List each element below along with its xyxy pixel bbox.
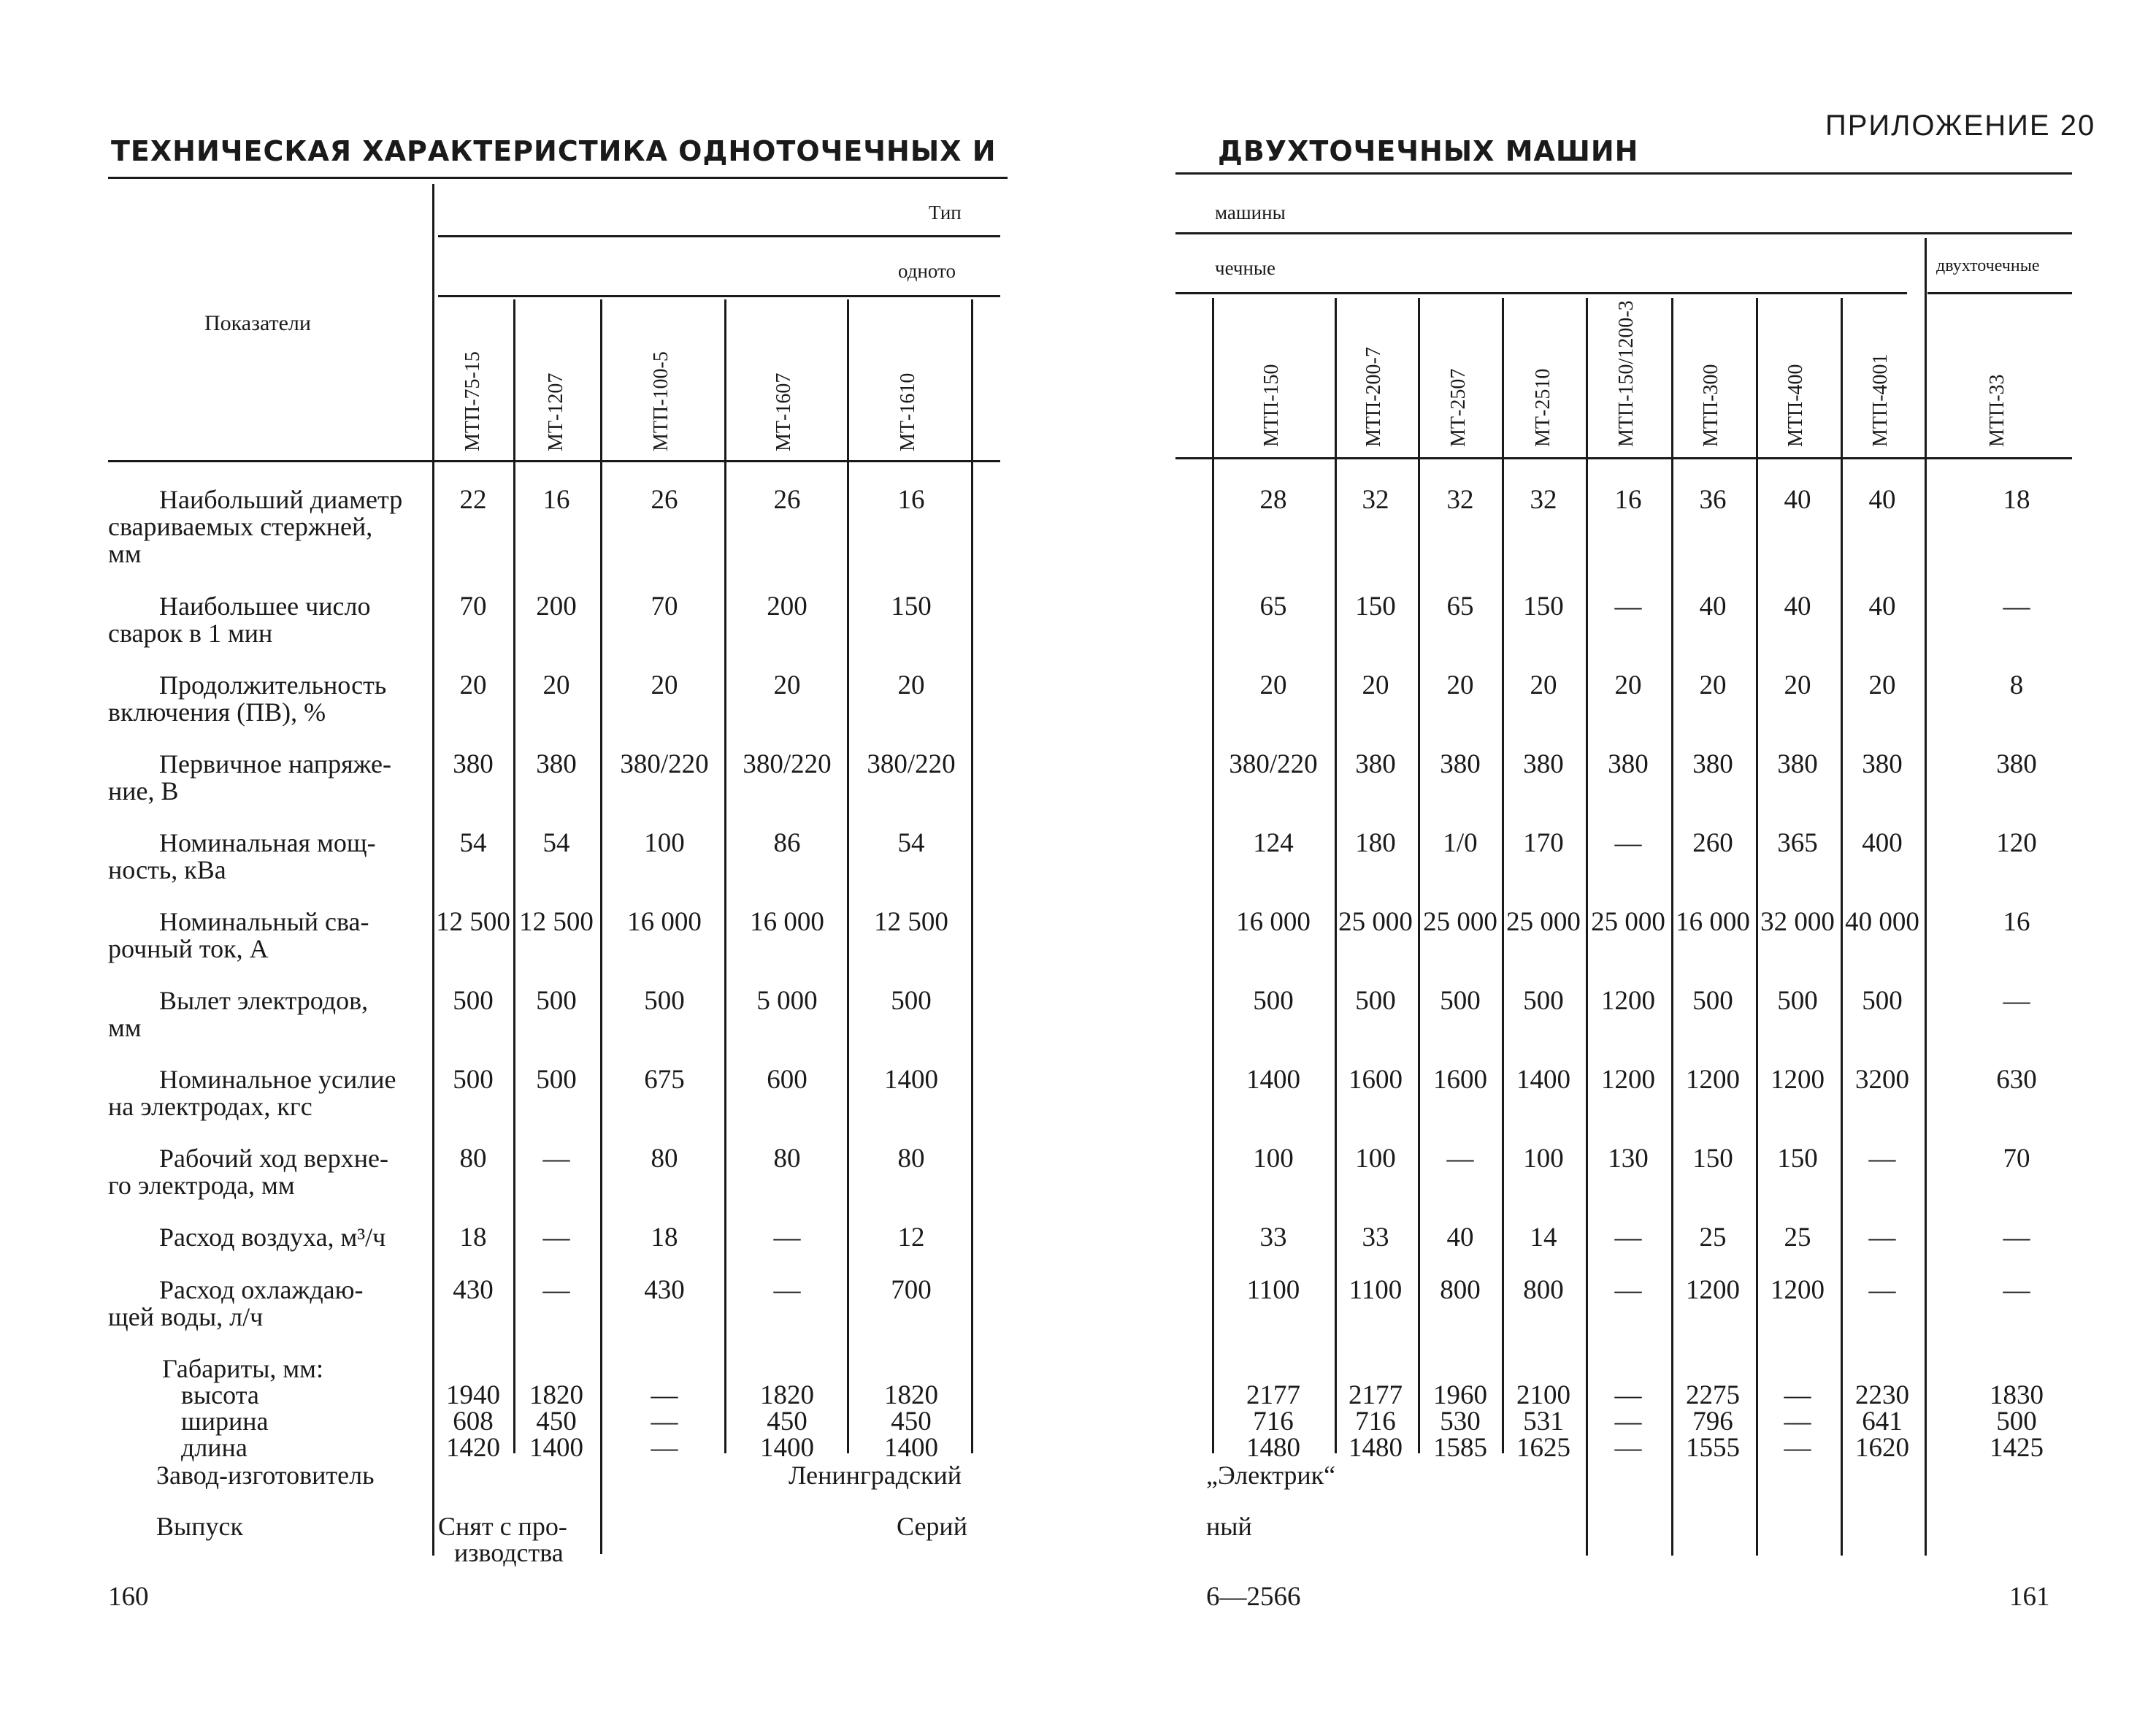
- dims-cell: 1480: [1246, 1433, 1300, 1463]
- table-cell: 33: [1259, 1223, 1287, 1252]
- table-cell: 16: [897, 485, 925, 515]
- table-cell: 18: [651, 1223, 678, 1252]
- table-cell: —: [2003, 1275, 2030, 1305]
- dims-label-length: длина: [181, 1433, 248, 1462]
- dims-cell: 1555: [1686, 1433, 1740, 1463]
- table-cell: 1200: [1771, 1065, 1825, 1095]
- table-cell: 20: [1614, 670, 1642, 700]
- table-cell: 500: [1523, 986, 1564, 1016]
- table-cell: 1600: [1349, 1065, 1403, 1095]
- dims-cell: —: [1614, 1433, 1642, 1463]
- row-label: го электрода, мм: [108, 1171, 295, 1200]
- table-cell: 26: [651, 485, 678, 515]
- rule-head-left: [108, 460, 1000, 462]
- table-cell: 380/220: [620, 749, 709, 779]
- table-cell: 180: [1355, 828, 1396, 858]
- table-cell: 20: [459, 670, 487, 700]
- table-cell: 500: [453, 986, 494, 1016]
- dims-cell: 1420: [446, 1433, 500, 1463]
- column-header: МТП-400: [1784, 364, 1807, 447]
- row-label: сварок в 1 мин: [108, 619, 273, 648]
- table-cell: 28: [1259, 485, 1287, 515]
- table-cell: 380: [1355, 749, 1396, 779]
- dims-cell: 2230: [1855, 1380, 1909, 1410]
- table-cell: 20: [1784, 670, 1811, 700]
- table-cell: 40: [1868, 592, 1896, 621]
- table-cell: 25: [1784, 1223, 1811, 1252]
- table-cell: 32 000: [1760, 907, 1835, 937]
- machines-header: машины: [1215, 202, 1286, 223]
- dims-cell: 1940: [446, 1380, 500, 1410]
- page-number-left: 160: [108, 1582, 149, 1612]
- table-cell: 124: [1253, 828, 1294, 858]
- title-left: ТЕХНИЧЕСКАЯ ХАРАКТЕРИСТИКА ОДНОТОЧЕЧНЫХ И: [111, 135, 997, 167]
- table-cell: 70: [459, 592, 487, 621]
- dims-cell: 1625: [1516, 1433, 1570, 1463]
- dims-cell: 1830: [1990, 1380, 2044, 1410]
- indicators-header: Показатели: [204, 311, 311, 335]
- table-cell: 630: [1996, 1065, 2037, 1095]
- row-label: мм: [108, 1013, 142, 1042]
- col-rule: [1212, 298, 1214, 1453]
- column-header: МТ-2507: [1447, 368, 1470, 447]
- dims-cell: 1820: [760, 1380, 814, 1410]
- table-cell: 500: [536, 986, 577, 1016]
- row-label: Рабочий ход верхне-: [159, 1144, 388, 1173]
- signature-mark: 6—2566: [1206, 1582, 1301, 1612]
- table-cell: 500: [1862, 986, 1903, 1016]
- row-label: щей воды, л/ч: [108, 1302, 264, 1331]
- table-cell: 12 500: [519, 907, 594, 937]
- table-cell: 20: [1868, 670, 1896, 700]
- table-cell: 380: [1996, 749, 2037, 779]
- dims-cell: —: [651, 1380, 678, 1410]
- table-cell: 80: [897, 1144, 925, 1174]
- dims-cell: 1480: [1349, 1433, 1403, 1463]
- table-cell: 600: [767, 1065, 807, 1095]
- table-cell: 65: [1446, 592, 1474, 621]
- table-cell: 130: [1608, 1144, 1649, 1174]
- table-cell: 18: [2003, 485, 2030, 515]
- table-cell: 12 500: [874, 907, 948, 937]
- row-label: свариваемых стержней,: [108, 512, 373, 541]
- table-cell: 25 000: [1423, 907, 1497, 937]
- table-cell: 1/0: [1443, 828, 1478, 858]
- dims-cell: 1425: [1990, 1433, 2044, 1463]
- table-cell: 16 000: [1676, 907, 1750, 937]
- table-cell: —: [1614, 592, 1642, 621]
- appendix-label: ПРИЛОЖЕНИЕ 20: [1825, 110, 2096, 142]
- table-cell: 120: [1996, 828, 2037, 858]
- table-cell: —: [1446, 1144, 1474, 1174]
- row-label: рочный ток, А: [108, 934, 269, 963]
- table-cell: 1400: [1516, 1065, 1570, 1095]
- table-cell: 500: [1440, 986, 1481, 1016]
- table-cell: 100: [644, 828, 685, 858]
- table-cell: 80: [651, 1144, 678, 1174]
- column-header: МТП-33: [1986, 374, 2009, 447]
- table-cell: —: [2003, 592, 2030, 621]
- table-cell: 500: [536, 1065, 577, 1095]
- title-right: ДВУХТОЧЕЧНЫХ МАШИН: [1218, 135, 1639, 167]
- column-header: МТ-1607: [772, 372, 795, 451]
- table-cell: 70: [2003, 1144, 2030, 1174]
- dims-cell: 608: [453, 1407, 494, 1437]
- table-cell: 25 000: [1338, 907, 1413, 937]
- dims-title: Габариты, мм:: [162, 1354, 323, 1383]
- column-header: МТ-1610: [897, 372, 919, 451]
- table-cell: 3200: [1855, 1065, 1909, 1095]
- table-cell: 12 500: [436, 907, 510, 937]
- table-cell: 500: [1777, 986, 1818, 1016]
- release-removed-2: изводства: [454, 1538, 564, 1567]
- table-cell: 86: [773, 828, 801, 858]
- table-cell: 26: [773, 485, 801, 515]
- dims-cell: —: [1784, 1407, 1811, 1437]
- table-cell: 800: [1523, 1275, 1564, 1305]
- table-cell: 16: [1614, 485, 1642, 515]
- table-cell: —: [2003, 1223, 2030, 1252]
- dims-cell: 450: [891, 1407, 932, 1437]
- column-header: МТП-150: [1260, 364, 1283, 447]
- dims-cell: —: [1784, 1380, 1811, 1410]
- maker-label: Завод-изготовитель: [156, 1461, 375, 1490]
- table-cell: 20: [651, 670, 678, 700]
- column-header: МТП-4001: [1869, 353, 1892, 447]
- table-cell: 150: [1355, 592, 1396, 621]
- table-cell: 1200: [1686, 1065, 1740, 1095]
- table-cell: 1100: [1349, 1275, 1403, 1305]
- table-cell: —: [1868, 1275, 1896, 1305]
- row-label: Расход охлаждаю-: [159, 1275, 364, 1304]
- table-cell: 22: [459, 485, 487, 515]
- table-cell: 150: [1523, 592, 1564, 621]
- table-cell: 20: [1699, 670, 1727, 700]
- table-cell: 380: [1862, 749, 1903, 779]
- table-cell: 700: [891, 1275, 932, 1305]
- release-series-end: ный: [1206, 1512, 1252, 1541]
- table-cell: 20: [897, 670, 925, 700]
- table-cell: —: [1868, 1144, 1896, 1174]
- table-cell: 675: [644, 1065, 685, 1095]
- dims-cell: 1400: [884, 1433, 938, 1463]
- single-header-a: одното: [898, 260, 956, 282]
- table-cell: 25 000: [1506, 907, 1581, 937]
- table-cell: 8: [2009, 670, 2024, 700]
- table-cell: 25: [1699, 1223, 1727, 1252]
- dims-label-height: высота: [181, 1380, 259, 1410]
- table-cell: 16 000: [627, 907, 702, 937]
- row-label: ность, кВа: [108, 855, 226, 884]
- table-cell: 54: [459, 828, 487, 858]
- dims-cell: 716: [1355, 1407, 1396, 1437]
- table-cell: 40: [1699, 592, 1727, 621]
- table-cell: —: [773, 1223, 801, 1252]
- dims-cell: —: [651, 1407, 678, 1437]
- table-cell: 32: [1530, 485, 1557, 515]
- column-header: МТ-1207: [545, 372, 567, 451]
- type-header: Тип: [929, 202, 962, 223]
- rule-type-right: [1175, 232, 2072, 234]
- table-cell: 365: [1777, 828, 1818, 858]
- dims-cell: 1585: [1433, 1433, 1487, 1463]
- double-header: двухточечные: [1936, 256, 2040, 275]
- table-cell: 500: [1253, 986, 1294, 1016]
- table-cell: 18: [459, 1223, 487, 1252]
- dims-cell: 530: [1440, 1407, 1481, 1437]
- row-label: Номинальная мощ-: [159, 828, 376, 857]
- table-cell: —: [2003, 986, 2030, 1016]
- table-cell: 260: [1692, 828, 1733, 858]
- row-label: Наибольший диаметр: [159, 485, 403, 514]
- table-cell: 500: [891, 986, 932, 1016]
- row-label: Номинальное усилие: [159, 1065, 396, 1094]
- table-cell: 800: [1440, 1275, 1481, 1305]
- dims-label-width: ширина: [181, 1407, 269, 1436]
- row-label: Первичное напряже-: [159, 749, 391, 779]
- table-cell: 40: [1784, 592, 1811, 621]
- table-cell: 380: [1440, 749, 1481, 779]
- table-cell: 1200: [1686, 1275, 1740, 1305]
- table-cell: 32: [1446, 485, 1474, 515]
- maker-right: „Электрик“: [1206, 1461, 1336, 1490]
- column-header: МТП-75-15: [461, 351, 484, 451]
- table-cell: 1200: [1601, 1065, 1655, 1095]
- table-cell: 25 000: [1591, 907, 1665, 937]
- table-cell: 33: [1362, 1223, 1389, 1252]
- dims-cell: 2177: [1246, 1380, 1300, 1410]
- table-cell: 380/220: [1229, 749, 1318, 779]
- table-cell: 54: [542, 828, 570, 858]
- dims-cell: —: [1614, 1380, 1642, 1410]
- row-label: Расход воздуха, м³/ч: [159, 1223, 386, 1252]
- table-cell: —: [1614, 1223, 1642, 1252]
- table-cell: 430: [453, 1275, 494, 1305]
- table-cell: 16 000: [750, 907, 824, 937]
- table-cell: 20: [1446, 670, 1474, 700]
- table-cell: 1600: [1433, 1065, 1487, 1095]
- table-cell: 380: [1777, 749, 1818, 779]
- dims-cell: 500: [1996, 1407, 2037, 1437]
- table-cell: 1200: [1771, 1275, 1825, 1305]
- col-rule: [971, 299, 973, 1453]
- dims-cell: 2275: [1686, 1380, 1740, 1410]
- table-cell: 65: [1259, 592, 1287, 621]
- table-cell: 500: [644, 986, 685, 1016]
- dims-cell: 1820: [529, 1380, 583, 1410]
- table-cell: 380: [1523, 749, 1564, 779]
- column-header: МТП-100-5: [650, 351, 672, 451]
- dims-cell: 716: [1253, 1407, 1294, 1437]
- table-cell: 200: [536, 592, 577, 621]
- table-cell: 20: [1259, 670, 1287, 700]
- table-cell: 16: [542, 485, 570, 515]
- release-series: Серий: [897, 1512, 967, 1541]
- table-cell: 1200: [1601, 986, 1655, 1016]
- table-cell: 150: [1692, 1144, 1733, 1174]
- row-label: ние, В: [108, 776, 179, 806]
- dims-cell: 2177: [1349, 1380, 1403, 1410]
- table-cell: —: [542, 1223, 570, 1252]
- dims-cell: 1620: [1855, 1433, 1909, 1463]
- table-cell: 14: [1530, 1223, 1557, 1252]
- table-cell: 16 000: [1236, 907, 1311, 937]
- table-cell: 32: [1362, 485, 1389, 515]
- table-cell: 40: [1784, 485, 1811, 515]
- row-label: на электродах, кгс: [108, 1092, 312, 1121]
- table-cell: 5 000: [756, 986, 818, 1016]
- rule-head-right: [1175, 457, 2072, 459]
- dims-cell: 1960: [1433, 1380, 1487, 1410]
- rule-single-left: [438, 295, 1000, 297]
- table-cell: 70: [651, 592, 678, 621]
- table-cell: 16: [2003, 907, 2030, 937]
- rule-type-left: [438, 235, 1000, 237]
- table-cell: 380: [1608, 749, 1649, 779]
- table-cell: 170: [1523, 828, 1564, 858]
- table-cell: 20: [773, 670, 801, 700]
- col-rule: [847, 299, 849, 1453]
- column-header: МТ-2510: [1532, 368, 1554, 447]
- row-label: Номинальный сва-: [159, 907, 369, 936]
- table-cell: 380: [453, 749, 494, 779]
- table-cell: —: [542, 1275, 570, 1305]
- dims-cell: —: [1614, 1407, 1642, 1437]
- single-header-b: чечные: [1215, 257, 1276, 279]
- table-cell: 1400: [884, 1065, 938, 1095]
- col-rule: [1925, 238, 1927, 1556]
- column-header: МТП-300: [1700, 364, 1722, 447]
- table-cell: —: [1868, 1223, 1896, 1252]
- table-cell: 36: [1699, 485, 1727, 515]
- table-cell: 40 000: [1845, 907, 1919, 937]
- table-cell: 80: [773, 1144, 801, 1174]
- table-cell: 1400: [1246, 1065, 1300, 1095]
- table-cell: 500: [453, 1065, 494, 1095]
- table-cell: 20: [1530, 670, 1557, 700]
- rule-top-left: [108, 177, 1008, 179]
- rule-top-right: [1175, 172, 2072, 175]
- dims-cell: 450: [536, 1407, 577, 1437]
- table-cell: 400: [1862, 828, 1903, 858]
- page-number-right: 161: [2009, 1582, 2050, 1612]
- dims-cell: 531: [1523, 1407, 1564, 1437]
- dims-cell: 450: [767, 1407, 807, 1437]
- row-label: Продолжительность: [159, 670, 387, 700]
- dims-cell: —: [651, 1433, 678, 1463]
- table-cell: 200: [767, 592, 807, 621]
- column-header: МТП-150/1200-3: [1615, 300, 1638, 447]
- dims-cell: 1400: [760, 1433, 814, 1463]
- table-cell: 380/220: [867, 749, 956, 779]
- dims-cell: 1820: [884, 1380, 938, 1410]
- release-removed-1: Снят с про-: [438, 1512, 567, 1541]
- table-cell: 380: [536, 749, 577, 779]
- rule-double: [1927, 292, 2072, 294]
- table-cell: 1100: [1246, 1275, 1300, 1305]
- maker-left: Ленинградский: [789, 1461, 962, 1490]
- row-label: Наибольшее число: [159, 592, 371, 621]
- release-label: Выпуск: [156, 1512, 243, 1541]
- table-cell: 12: [897, 1223, 925, 1252]
- table-cell: —: [542, 1144, 570, 1174]
- table-cell: 20: [542, 670, 570, 700]
- row-label: включения (ПВ), %: [108, 697, 326, 727]
- table-cell: 100: [1355, 1144, 1396, 1174]
- table-cell: 150: [891, 592, 932, 621]
- rule-single-right: [1175, 292, 1907, 294]
- row-label: мм: [108, 539, 142, 568]
- column-header: МТП-200-7: [1362, 347, 1385, 447]
- table-cell: 500: [1355, 986, 1396, 1016]
- table-cell: 500: [1692, 986, 1733, 1016]
- table-cell: 100: [1523, 1144, 1564, 1174]
- table-cell: 40: [1868, 485, 1896, 515]
- dims-cell: 796: [1692, 1407, 1733, 1437]
- table-cell: —: [1614, 1275, 1642, 1305]
- table-cell: 54: [897, 828, 925, 858]
- dims-cell: 1400: [529, 1433, 583, 1463]
- dims-cell: 2100: [1516, 1380, 1570, 1410]
- row-label: Вылет электродов,: [159, 986, 369, 1015]
- col-rule: [724, 299, 726, 1453]
- table-cell: 100: [1253, 1144, 1294, 1174]
- dims-cell: —: [1784, 1433, 1811, 1463]
- table-cell: 80: [459, 1144, 487, 1174]
- table-cell: —: [1614, 828, 1642, 858]
- table-cell: 150: [1777, 1144, 1818, 1174]
- table-cell: 380: [1692, 749, 1733, 779]
- table-cell: 430: [644, 1275, 685, 1305]
- table-cell: 380/220: [743, 749, 832, 779]
- table-cell: 20: [1362, 670, 1389, 700]
- dims-cell: 641: [1862, 1407, 1903, 1437]
- table-cell: 40: [1446, 1223, 1474, 1252]
- table-cell: —: [773, 1275, 801, 1305]
